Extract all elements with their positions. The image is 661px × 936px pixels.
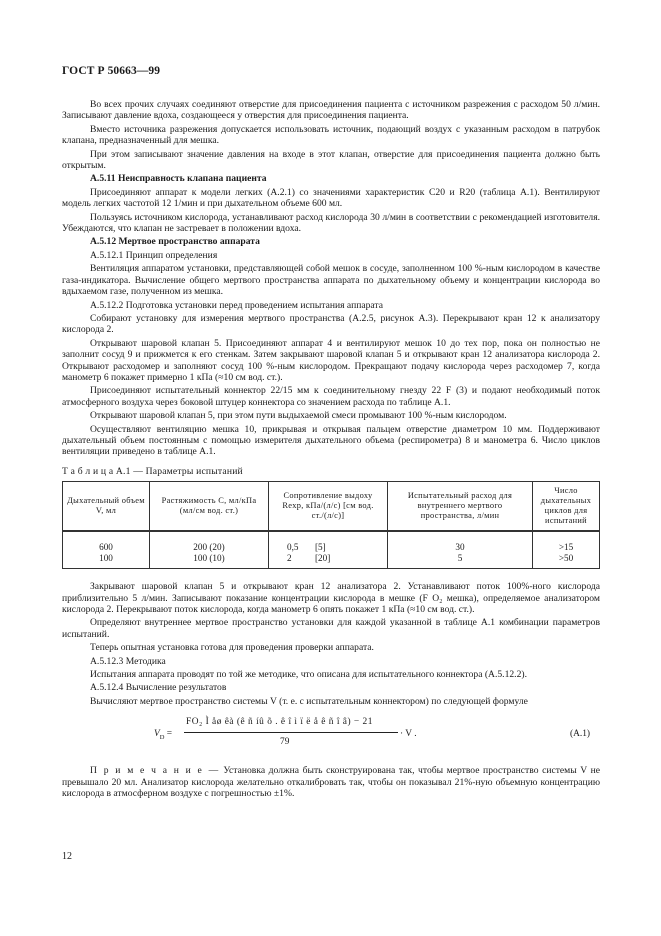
- paragraph: Присоединяют испытательный коннектор 22/15 мм к соединительному гнезду 22 F (3) и подают необходимый поток атмосферного воздуха через боковой штуцер коннектора со значением расхода по таблице А.1.: [62, 385, 600, 408]
- paragraph: Осуществляют вентиляцию мешка 10, прикрывая и открывая пальцем отверстие диаметром 10 мм. Поддерживают дыхательный объем постоянным с помощью измерителя дыхательного объема (респирометра) 8 и манометра 6. Число циклов вентиляции приведено в таблице А.1.: [62, 423, 600, 458]
- cell-value: 200 (20): [193, 542, 225, 553]
- table-caption: Т а б л и ц а А.1 — Параметры испытаний: [62, 465, 243, 477]
- cell-value: 5: [457, 553, 463, 564]
- paragraph: Определяют внутреннее мертвое пространство установки для каждой указанной в таблице А.1 комбинации параметров испытаний.: [62, 617, 600, 640]
- formula-a1: [62, 715, 600, 755]
- column-header: Растяжимость С, мл/кПа (мл/см вод. ст.): [150, 482, 269, 532]
- formula-tail: · V .: [400, 729, 417, 740]
- table-cell: [388, 531, 533, 569]
- cell-value: >15: [558, 542, 574, 553]
- section-heading-a512: А.5.12 Мертвое пространство аппарата: [90, 236, 260, 248]
- cell-value: [5]: [315, 542, 326, 553]
- column-header: Число дыхательных циклов для испытаний: [533, 482, 600, 532]
- column-header: Испытательный расход для внутреннего мертвого пространства, л/мин: [388, 482, 533, 532]
- column-header: Сопротивление выдоху Rexp, кПа/(л/с) [см вод. ст./(л/с)]: [269, 482, 388, 532]
- note: [62, 765, 600, 799]
- subsection-heading: А.5.12.2 Подготовка установки перед проведением испытания аппарата: [90, 299, 383, 311]
- note-text: Установка должна быть сконструирована так, чтобы мертвое пространство системы V не превышало 20 мл. Анализатор кислорода желательно откалибровать так, чтобы он показывал 21%-ную объемную концентрацию кислорода в атмосферном воздухе с погрешностью ±1%.: [62, 765, 600, 800]
- cell-value: 30: [455, 542, 465, 553]
- paragraph: Присоединяют аппарат к модели легких (А.2.1) со значениями характеристик С20 и R20 (таблица А.1). Вентилируют модель легких частотой 12 1/мин и при дыхательном объеме 600 мл.: [62, 186, 600, 210]
- table-row: [63, 531, 600, 569]
- paragraph: Испытания аппарата проводят по той же методике, что описана для испытательного коннектора (А.5.12.2).: [90, 669, 527, 681]
- paragraph: При этом записывают значение давления на входе в этот клапан, отверстие для присоединения пациента должно быть открытым.: [62, 148, 600, 172]
- document-header: ГОСТ Р 50663—99: [62, 65, 161, 77]
- subsection-heading: А.5.12.3 Методика: [90, 655, 166, 667]
- cell-value: 100: [99, 553, 113, 564]
- formula-numerator: FO₂ Ì åø êà (ê ñ íû õ . ê î ì ï ë å ê ñ î â) − 21: [186, 717, 373, 728]
- paragraph: Открывают шаровой клапан 5. Присоединяют аппарат 4 и вентилируют мешок 10 до тех пор, пока он полностью не заполнит сосуд 9 и прижмется к его стенкам. Затем закрывают шаровой клапан 5 и открывают кран 12 анализатора кислорода 2. Открывают расходомер и заполняют сосуд 100 %-ным кислородом. Прекращают подачу кислорода через расходомер 7, когда манометр 6 покажет примерно 1 кПа (≈10 см вод. ст.).: [62, 337, 600, 383]
- page-body: [62, 99, 600, 801]
- fraction-bar: [184, 732, 398, 733]
- cell-value: 2: [287, 553, 292, 564]
- cell-value: 600: [99, 542, 113, 553]
- cell-value: 0,5: [287, 542, 299, 553]
- subsection-heading: А.5.12.4 Вычисление результатов: [90, 682, 227, 694]
- section-heading-a511: А.5.11 Неисправность клапана пациента: [90, 173, 267, 185]
- table-cell: [269, 531, 388, 569]
- cell-value: >50: [558, 553, 574, 564]
- paragraph: Собирают установку для измерения мертвого пространства (А.2.5, рисунок А.3). Перекрывают кран 12 к анализатору кислорода 2.: [62, 312, 600, 336]
- page-number: 12: [62, 851, 72, 862]
- table-cell: [63, 531, 150, 569]
- paragraph: Пользуясь источником кислорода, устанавливают расход кислорода 30 л/мин в соответствии с рекомендацией изготовителя. Убеждаются, что клапан не застревает в положении вдоха.: [62, 211, 600, 235]
- paragraph: Вместо источника разрежения допускается использовать источник, подающий воздух с указанным расходом в патрубок клапана, предназначенный для мешка.: [62, 123, 600, 147]
- cell-value: [20]: [315, 553, 331, 564]
- formula-denominator: 79: [280, 737, 290, 748]
- table-cell: [150, 531, 269, 569]
- paragraph: Теперь опытная установка готова для проведения проверки аппарата.: [90, 642, 374, 654]
- formula-number: (А.1): [569, 729, 590, 740]
- column-header: Дыхательный объем V, мл: [63, 482, 150, 532]
- formula-lhs: $V_D$ =: [154, 729, 173, 742]
- test-parameters-table: [62, 481, 600, 569]
- table-header-row: [63, 482, 600, 532]
- paragraph: Вычисляют мертвое пространство системы V (т. е. с испытательным коннектором) по следующей формуле: [90, 695, 528, 707]
- cell-value: 100 (10): [193, 553, 225, 564]
- note-label: П р и м е ч а н и е —: [90, 765, 220, 777]
- paragraph: Во всех прочих случаях соединяют отверстие для присоединения пациента с источником разрежения с расходом 50 л/мин. Записывают давление вдоха, создающееся у отверстия для присоединения пациента.: [62, 99, 600, 122]
- table-cell: [533, 531, 600, 569]
- subsection-heading: А.5.12.1 Принцип определения: [90, 249, 218, 261]
- paragraph: Закрывают шаровой клапан 5 и открывают кран 12 анализатора 2. Устанавливают поток 100%-ного кислорода приблизительно 5 л/мин. Записывают показание концентрации кислорода в мешке (F O₂ мешка), определяемое анализатором кислорода 2. Перекрывают поток кислорода, когда манометр 6 опять покажет 1 кПа (≈10 см вод. ст.).: [62, 581, 600, 615]
- paragraph: Открывают шаровой клапан 5, при этом пути выдыхаемой смеси промывают 100 %-ным кислородом.: [90, 410, 507, 422]
- paragraph: Вентиляция аппаратом установки, представляющей собой мешок в сосуде, заполненном 100 %-ным кислородом в качестве газа-индикатора. Вычисление общего мертвого пространства аппарата по дыхательному объему и концентрации кислорода во вдыхаемом газе, полученном из мешка.: [62, 263, 600, 298]
